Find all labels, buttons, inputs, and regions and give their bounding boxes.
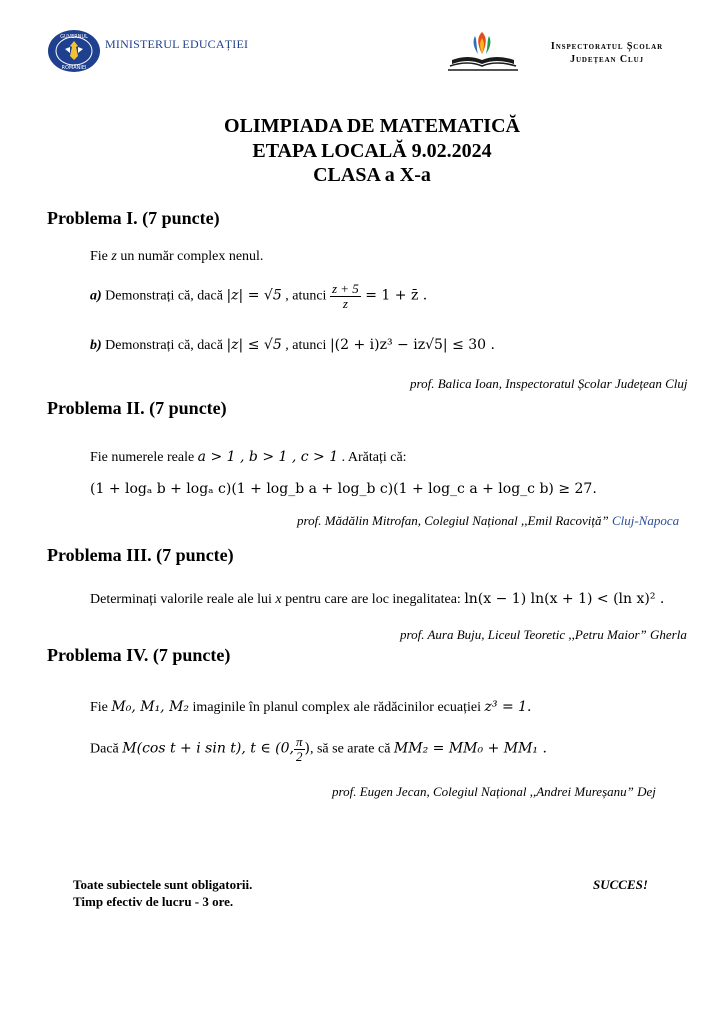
problem-4-line1: Fie M₀, M₁, M₂ imaginile în planul complex ale rădăcinilor ecuației z³ = 1. [90,699,532,715]
problem-2-intro: Fie numerele reale a > 1 , b > 1 , c > 1 . Arătați că: [90,449,407,465]
svg-text:ROMÂNIEI: ROMÂNIEI [61,65,87,71]
problem-2-expression: (1 + logₐ b + logₐ c)(1 + log_b a + log_b c)(1 + log_c a + log_c b) ≥ 27. [90,481,597,497]
isj-name [522,40,692,66]
isj-line2: Județean Cluj [570,54,644,65]
svg-text:GUVERNUL: GUVERNUL [60,34,88,40]
fraction: $\frac{\pi}{2}$ [295,734,303,764]
problem-2-author: prof. Mădălin Mitrofan, Colegiul Național ,,Emil Racoviță” Cluj-Napoca [297,513,680,528]
footer-note-1: Toate subiectele sunt obligatorii. [73,877,253,892]
problem-1-title: Problema I. (7 puncte) [47,208,220,228]
book-flame-logo-icon [448,28,518,74]
problem-4-line2: Dacă M(cos t + i sin t), t ∈ (0, $\frac{\pi}{2}$ ), să se arate că MM₂ = MM₀ + MM₁ . [90,734,547,764]
footer-success: SUCCES! [593,877,648,892]
title-line2: ETAPA LOCALĂ 9.02.2024 [252,140,492,162]
isj-header [448,28,698,78]
problem-4-author: prof. Eugen Jecan, Colegiul Național ,,Andrei Mureșanu” Dej [332,784,656,799]
problem-1-author: prof. Balica Ioan, Inspectoratul Școlar Județean Cluj [410,376,688,391]
romanian-government-seal-icon [47,29,102,73]
ministry-name: MINISTERUL EDUCAȚIEI [105,36,249,51]
isj-line1: Inspectoratul Școlar [550,41,664,52]
problem-1-part-b: b) Demonstrați că, dacă |z| ≤ √5 , atunci |(2 + i)z³ − iz√5| ≤ 30 . [90,337,495,353]
problem-1-part-a: a) Demonstrați că, dacă |z| = √5 , atunci $\frac{z + 5}{z}$ = 1 + z̄ . [90,281,428,311]
problem-1-intro: Fie z un număr complex nenul. [90,249,264,264]
title-line3: CLASA a X-a [313,164,431,186]
problem-4-title: Problema IV. (7 puncte) [47,645,231,665]
fraction: $\frac{z + 5}{z}$ [331,281,359,311]
problem-3-title: Problema III. (7 puncte) [47,545,234,565]
footer-note-2: Timp efectiv de lucru - 3 ore. [73,894,234,909]
problem-3-author: prof. Aura Buju, Liceul Teoretic ,,Petru Maior” Gherla [400,627,687,642]
problem-2-title: Problema II. (7 puncte) [47,398,227,418]
ministry-header [47,29,248,73]
title-line1: OLIMPIADA DE MATEMATICĂ [224,115,520,137]
problem-3-statement: Determinați valorile reale ale lui x pentru care are loc inegalitatea: ln(x − 1) ln(x + 1) < (ln x)² . [90,591,665,607]
